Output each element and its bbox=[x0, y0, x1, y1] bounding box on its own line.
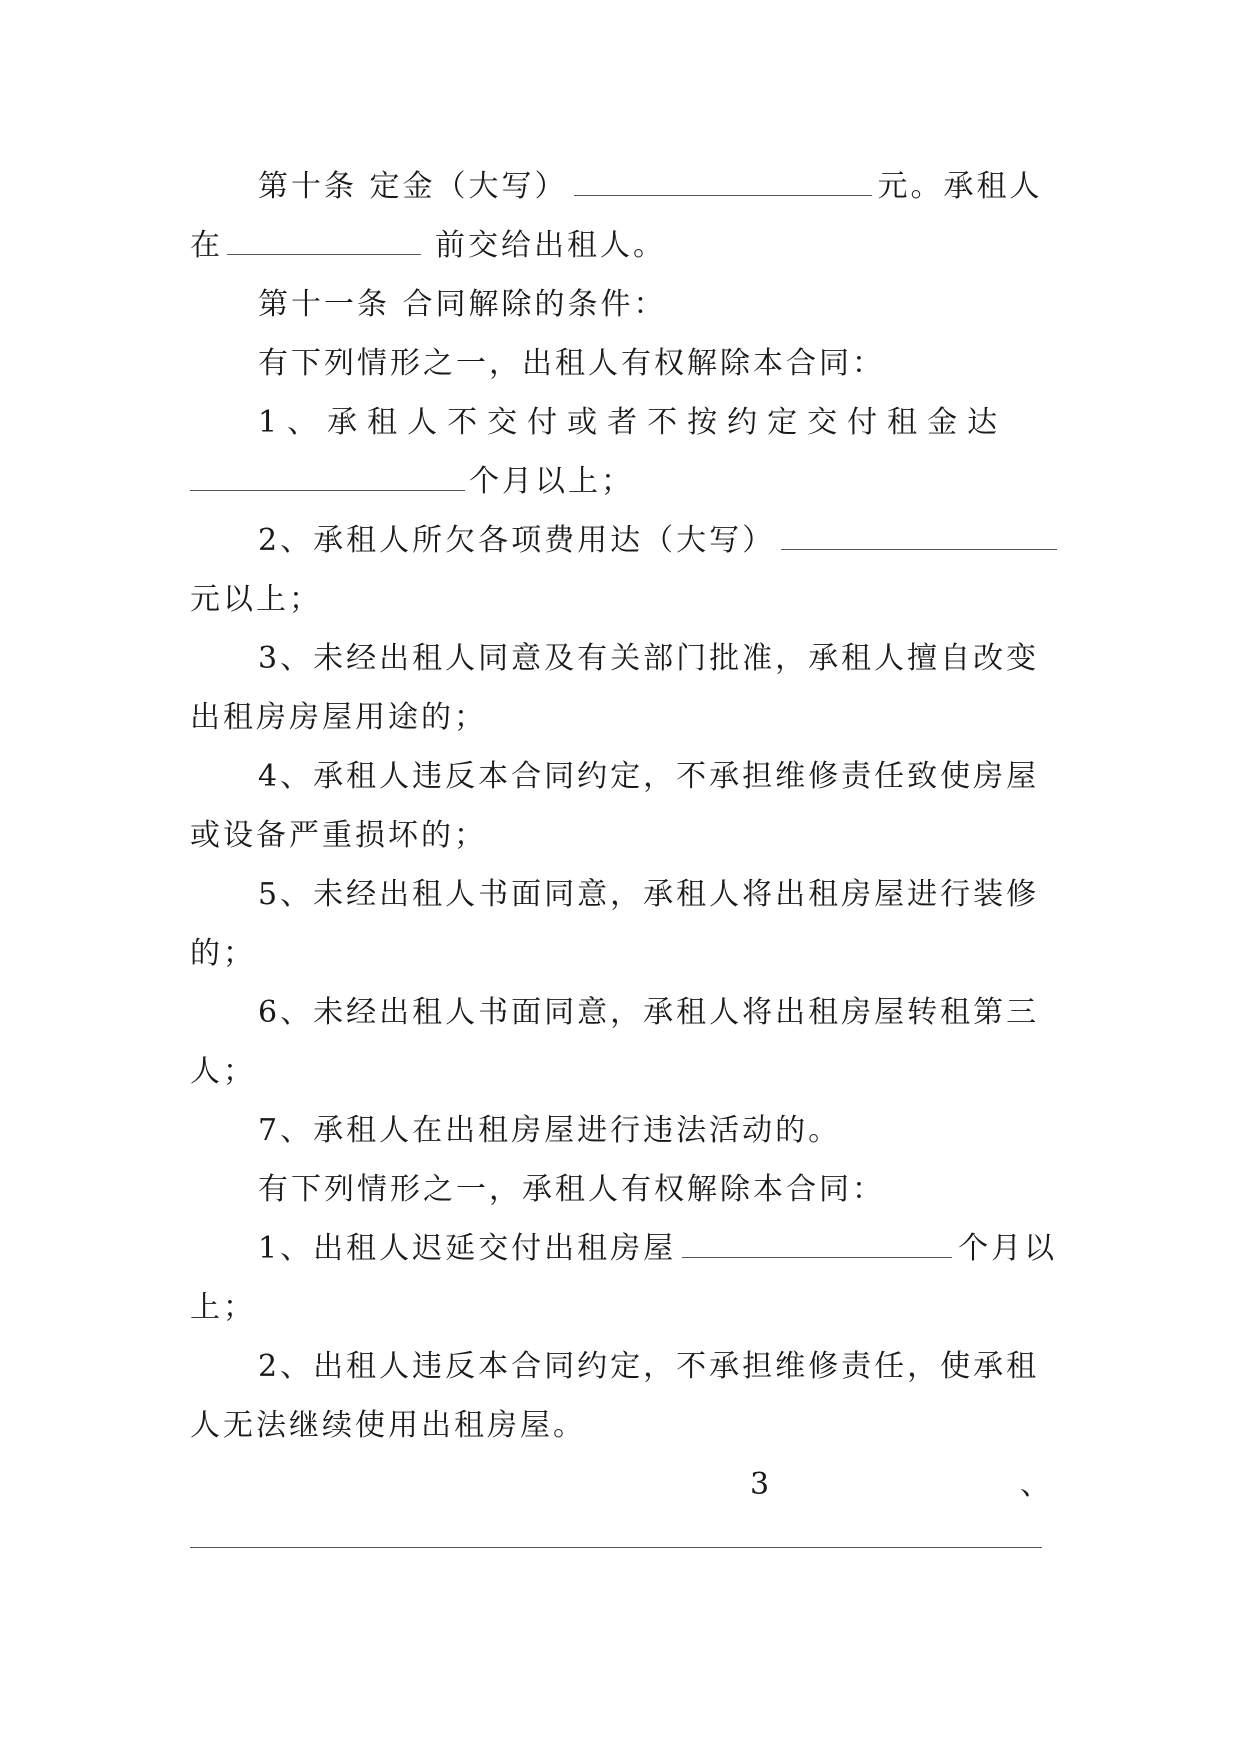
lessor-item-3-line-1: 3、未经出租人同意及有关部门批准，承租人擅自改变 bbox=[258, 641, 1040, 676]
article-10-line-1 bbox=[190, 157, 1057, 216]
lessee-item-3-blank[interactable] bbox=[190, 1547, 1042, 1548]
lessor-item-3-line-2: 出租房房屋用途的； bbox=[190, 700, 487, 735]
article-10-line-2 bbox=[190, 216, 1057, 275]
lessee-item-3-number: 3 bbox=[750, 1467, 773, 1502]
lessor-item-5-line-2: 的； bbox=[190, 936, 256, 971]
lessor-item-4-line-2: 或设备严重损坏的； bbox=[190, 818, 487, 853]
lessor-item-2-text: 2、承租人所欠各项费用达（大写） bbox=[258, 523, 776, 558]
deposit-amount-blank[interactable] bbox=[574, 165, 872, 196]
contract-text bbox=[190, 157, 1057, 1576]
fees-amount-blank[interactable] bbox=[781, 519, 1057, 550]
lessee-termination-intro: 有下列情形之一，承租人有权解除本合同： bbox=[258, 1172, 885, 1207]
lessor-item-1-line-2 bbox=[190, 452, 1057, 511]
lessor-termination-intro: 有下列情形之一，出租人有权解除本合同： bbox=[258, 346, 885, 381]
article-10-text-2: 在 bbox=[190, 228, 223, 263]
lessor-item-1-tail: 个月以上； bbox=[469, 464, 634, 499]
lessee-item-2-line-1: 2、出租人违反本合同约定，不承担维修责任，使承租 bbox=[258, 1349, 1040, 1384]
lessor-item-2-line-2: 元以上； bbox=[190, 582, 322, 617]
lessee-item-1-text: 1、出租人迟延交付出租房屋 bbox=[258, 1231, 677, 1266]
delay-months-blank[interactable] bbox=[682, 1227, 952, 1258]
article-10-label: 第十条 定金（大写） bbox=[258, 169, 568, 204]
lessor-item-6-line-2: 人； bbox=[190, 1054, 256, 1089]
lessee-item-3-line-2 bbox=[190, 1517, 1057, 1576]
lessee-item-1-line-2: 上； bbox=[190, 1290, 256, 1325]
lessor-item-4-line-1: 4、承租人违反本合同约定，不承担维修责任致使房屋 bbox=[258, 759, 1040, 794]
lessor-item-7: 7、承租人在出租房屋进行违法活动的。 bbox=[258, 1113, 842, 1148]
lessee-item-1-line-1 bbox=[190, 1219, 1057, 1278]
article-10-text: 元。承租人 bbox=[877, 169, 1043, 204]
lessor-item-5-line-1: 5、未经出租人书面同意，承租人将出租房屋进行装修 bbox=[258, 877, 1040, 912]
lessor-item-2-line-1 bbox=[190, 511, 1057, 570]
lessee-item-2-line-2: 人无法继续使用出租房屋。 bbox=[190, 1408, 586, 1443]
article-10-text-3: 前交给出租人。 bbox=[435, 228, 666, 263]
lessee-item-3-line-1 bbox=[190, 1455, 1057, 1517]
lessee-item-3-comma: 、 bbox=[1020, 1467, 1053, 1502]
deposit-date-blank[interactable] bbox=[227, 224, 421, 255]
rent-months-blank[interactable] bbox=[190, 460, 465, 491]
lessor-item-1-text: 1、承租人不交付或者不按约定交付租金达 bbox=[258, 405, 1008, 440]
article-11-title: 第十一条 合同解除的条件： bbox=[258, 287, 667, 322]
lessee-item-1-tail: 个月以 bbox=[958, 1231, 1058, 1266]
lessor-item-6-line-1: 6、未经出租人书面同意，承租人将出租房屋转租第三 bbox=[258, 995, 1040, 1030]
lessor-item-1-line-1 bbox=[190, 393, 1057, 452]
